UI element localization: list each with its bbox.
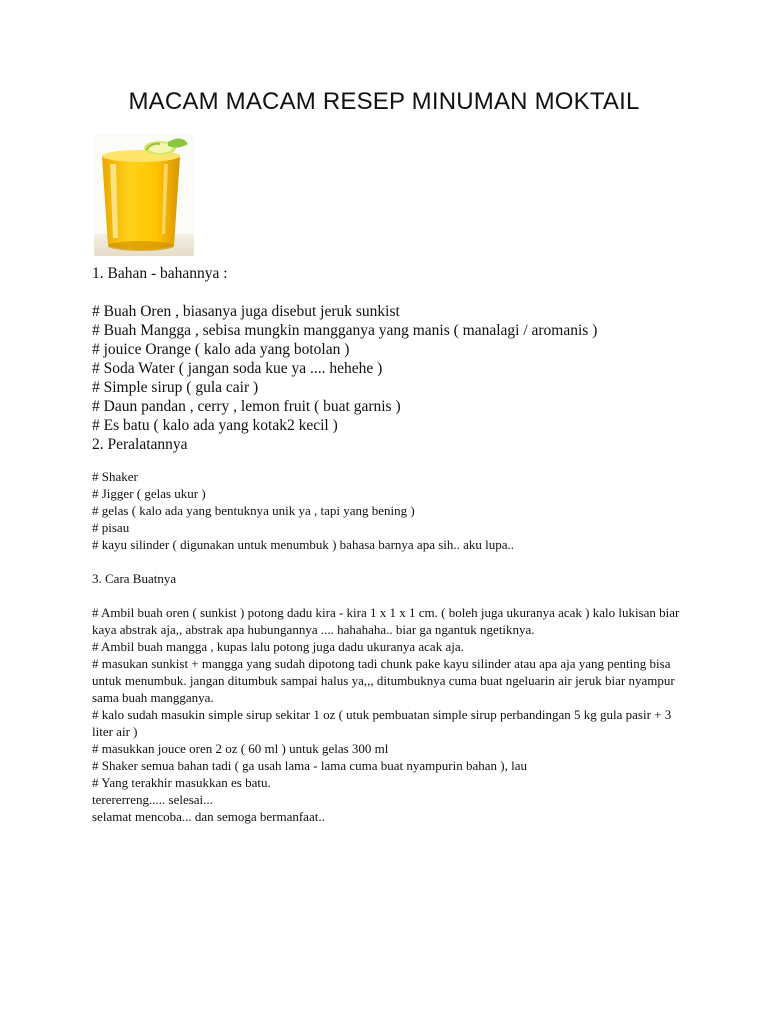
list-item: # Shaker: [92, 469, 138, 484]
list-item: selamat mencoba... dan semoga bermanfaat..: [92, 809, 325, 824]
method-section: [92, 570, 687, 825]
list-item: # Buah Oren , biasanya juga disebut jeruk sunkist: [92, 303, 400, 320]
list-item: # masukkan jouce oren 2 oz ( 60 ml ) untuk gelas 300 ml: [92, 741, 389, 756]
equipment-section: [92, 468, 692, 553]
ingredients-heading: 1. Bahan - bahannya :: [92, 265, 228, 282]
page-title: MACAM MACAM RESEP MINUMAN MOKTAIL: [128, 88, 640, 115]
method-heading: 3. Cara Buatnya: [92, 571, 177, 586]
list-item: # Ambil buah oren ( sunkist ) potong dadu kira - kira 1 x 1 x 1 cm. ( boleh juga ukuranya acak ) kalo lukisan biar kaya abstrak aja,, abstrak apa hubungannya .... hahahaha.. biar ga ngantuk ngetiknya.: [92, 605, 680, 637]
list-item: # kalo sudah masukin simple sirup sekitar 1 oz ( utuk pembuatan simple sirup perbandingan 5 kg gula pasir + 3 liter air ): [92, 707, 672, 739]
list-item: # Yang terakhir masukkan es batu.: [92, 775, 271, 790]
list-item: # Buah Mangga , sebisa mungkin mangganya yang manis ( manalagi / aromanis ): [92, 322, 598, 339]
list-item: # Es batu ( kalo ada yang kotak2 kecil ): [92, 417, 338, 434]
list-item: # masukan sunkist + mangga yang sudah dipotong tadi chunk pake kayu silinder atau apa aja yang penting bisa untuk menumbuk. jangan ditumbuk sampai halus ya,,, ditumbuknya cuma buat ngeluarin air jeruk biar nyampur sama buah mangganya.: [92, 656, 675, 705]
orange-drink-photo: [94, 134, 194, 256]
list-item: # Ambil buah mangga , kupas lalu potong juga dadu ukuranya acak aja.: [92, 639, 464, 654]
ingredients-section: [92, 264, 692, 454]
juice-glass-icon: [94, 134, 194, 256]
list-item: # gelas ( kalo ada yang bentuknya unik ya , tapi yang bening ): [92, 503, 415, 518]
list-item: # Daun pandan , cerry , lemon fruit ( buat garnis ): [92, 398, 401, 415]
list-item: # Soda Water ( jangan soda kue ya .... hehehe ): [92, 360, 383, 377]
equipment-heading: 2. Peralatannya: [92, 436, 188, 453]
list-item: # Shaker semua bahan tadi ( ga usah lama - lama cuma buat nyampurin bahan ), lau: [92, 758, 527, 773]
list-item: terererreng..... selesai...: [92, 792, 213, 807]
list-item: # Simple sirup ( gula cair ): [92, 379, 259, 396]
list-item: # pisau: [92, 520, 130, 535]
list-item: # kayu silinder ( digunakan untuk menumbuk ) bahasa barnya apa sih.. aku lupa..: [92, 537, 515, 552]
list-item: # jouice Orange ( kalo ada yang botolan ): [92, 341, 350, 358]
list-item: # Jigger ( gelas ukur ): [92, 486, 206, 501]
